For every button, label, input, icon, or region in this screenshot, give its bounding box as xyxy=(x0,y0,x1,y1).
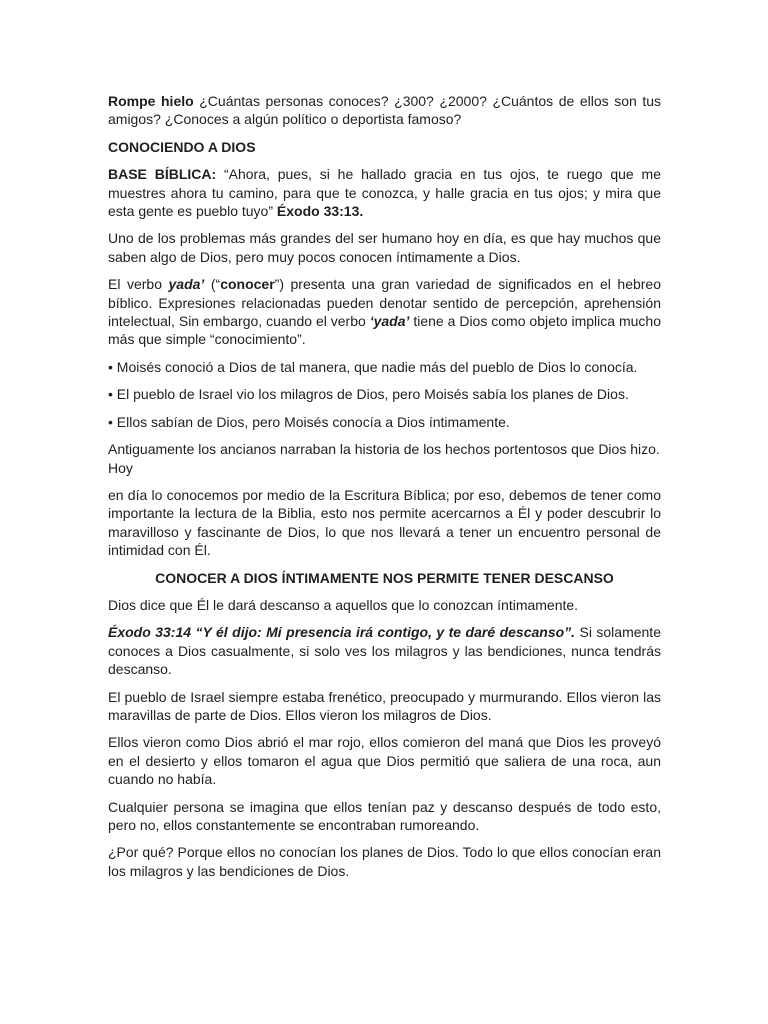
paragraph-exodo-quote xyxy=(108,623,661,678)
paragraph-dios-dice: Dios dice que Él le dará descanso a aquellos que lo conozcan íntimamente. xyxy=(108,596,579,613)
conocer-term: conocer xyxy=(220,276,275,293)
paragraph-antiguamente: Antiguamente los ancianos narraban la historia de los hechos portentosos que Dios hizo. Hoy xyxy=(108,441,660,476)
exodo-text: Si solamente conoces a Dios casualmente, si solo ves los milagros y las bendiciones, nunca tendrás descanso. xyxy=(108,624,661,678)
yada-text-a: El verbo xyxy=(108,276,169,293)
yada-text-e: ”) presenta una gran variedad de significados en el hebreo bíblico. Expresiones relacionadas pueden denotar sentido de percepción, aprehensión intelectual, Sin embargo, cuando el verbo xyxy=(108,276,662,330)
intro-paragraph xyxy=(108,92,661,129)
heading-descanso: CONOCER A DIOS ÍNTIMAMENTE NOS PERMITE TENER DESCANSO xyxy=(155,569,614,586)
paragraph-mar-rojo: Ellos vieron como Dios abrió el mar rojo, ellos comieron del maná que Dios les proveyó en el desierto y ellos tomaron el agua que Dios permitió que saliera de una roca, aun cuando no había. xyxy=(108,734,661,788)
bullet-item: • El pueblo de Israel vio los milagros de Dios, pero Moisés sabía los planes de Dios. xyxy=(108,386,629,403)
yada-text-g: tiene a Dios como objeto implica mucho más que simple “conocimiento”. xyxy=(108,313,662,348)
document-page xyxy=(108,92,661,889)
paragraph-frenetico: El pueblo de Israel siempre estaba frenético, preocupado y murmurando. Ellos vieron las maravillas de parte de Dios. Ellos vieron los milagros de Dios. xyxy=(108,688,661,723)
paragraph-cualquier-persona: Cualquier persona se imagina que ellos tenían paz y descanso después de todo esto, pero no, ellos constantemente se encontraban rumoreando. xyxy=(108,798,661,833)
base-label: BASE BÍBLICA: xyxy=(108,166,217,183)
paragraph-por-que: ¿Por qué? Porque ellos no conocían los planes de Dios. Todo lo que ellos conocían eran los milagros y las bendiciones de Dios. xyxy=(108,844,661,879)
paragraph-escritura: en día lo conocemos por medio de la Escritura Bíblica; por eso, debemos de tener como importante la lectura de la Biblia, esto nos permite acercarnos a Él y poder descubrir lo maravilloso y fascinante de Dios, lo que nos llevará a tener un encuentro personal de intimidad con Él. xyxy=(108,486,661,559)
exodo-quote: Éxodo 33:14 “Y él dijo: Mi presencia irá contigo, y te daré descanso”. xyxy=(108,624,576,641)
heading-conociendo: CONOCIENDO A DIOS xyxy=(108,138,256,155)
base-ref: Éxodo 33:13. xyxy=(276,203,364,220)
bullet-item: • Moisés conoció a Dios de tal manera, que nadie más del pueblo de Dios lo conocía. xyxy=(108,358,638,375)
paragraph-problemas: Uno de los problemas más grandes del ser humano hoy en día, es que hay muchos que saben algo de Dios, pero muy pocos conocen íntimamente a Dios. xyxy=(108,230,661,265)
intro-text: ¿Cuántas personas conoces? ¿300? ¿2000? ¿Cuántos de ellos son tus amigos? ¿Conoces a algún político o deportista famoso? xyxy=(108,93,661,128)
paragraph-yada xyxy=(108,275,661,349)
yada-term: yada’ xyxy=(168,276,205,293)
bullet-item: • Ellos sabían de Dios, pero Moisés conocía a Dios íntimamente. xyxy=(108,413,510,430)
intro-label: Rompe hielo xyxy=(108,93,194,109)
yada-term-quoted: ‘yada’ xyxy=(369,313,410,330)
base-biblica-paragraph xyxy=(108,165,661,220)
base-text: “Ahora, pues, si he hallado gracia en tus ojos, te ruego que me muestres ahora tu camino, para que te conozca, y halle gracia en tus ojos; y mira que esta gente es pueblo tuyo” xyxy=(108,166,661,220)
yada-text-c: (“ xyxy=(204,276,221,293)
